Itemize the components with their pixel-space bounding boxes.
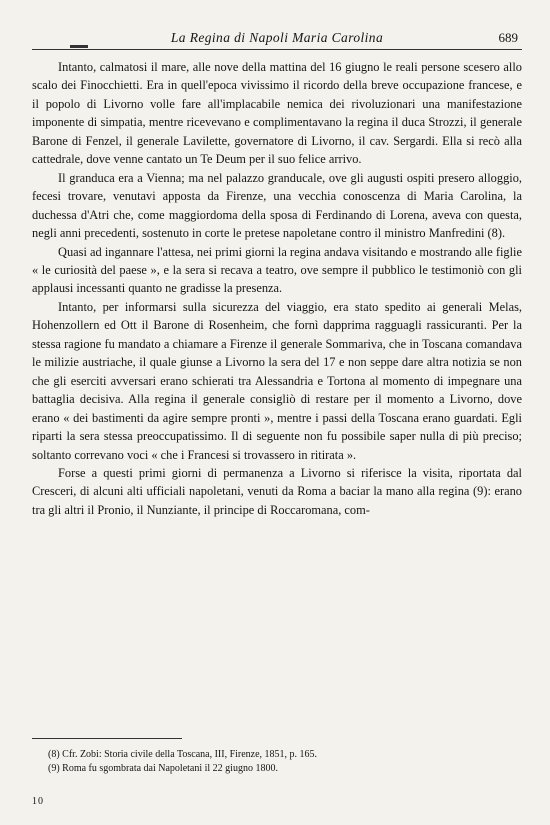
paragraph: Forse a questi primi giorni di permanenza a Livorno si riferisce la visita, riportata dal Cresceri, di alcuni alti ufficiali napoletani, venuti da Roma a baciar la mano alla regina (9): erano tra gli altri il Pronio, il Nunziante, il principe di Roccaromana, com-: [32, 465, 522, 517]
running-title: La Regina di Napoli Maria Carolina: [170, 30, 384, 45]
signature-mark: 10: [32, 796, 44, 807]
running-head: [32, 30, 522, 48]
footnote-rule: [32, 738, 182, 739]
paragraph: Intanto, per informarsi sulla sicurezza del viaggio, era stato spedito ai generali Melas, Hohenzollern ed Ott il Barone di Rosenheim, che fornì dapprima ragguagli rassicuranti. Per la stessa ragione fu mandato a chiamare a Firenze il generale Sommariva, che in Toscana comandava le milizie austriache, il quale giunse a Livorno la sera del 17 e non seppe dare altra notizia se non che gli eserciti avversari erano schierati tra Alessandria e Tortona al momento di impegnare una battaglia decisiva. Alla regina il generale consigliò di restare per il momento a Livorno, dove erano « dei bastimenti da agire sempre pronti », mentre i passi della Toscana erano guardati. Egli riparti la sera stessa preoccupatissimo. Il di seguente non fu possibile saper nulla di più preciso; soltanto correvano voci « che i Francesi si trovassero in ritirata ».: [32, 299, 522, 462]
body-text: [32, 58, 522, 519]
paragraph: Intanto, calmatosi il mare, alle nove della mattina del 16 giugno le reali persone scesero allo scalo dei Finocchietti. Era in quell'epoca vivissimo il ricordo della breve occupazione francese, e il popolo di Livorno volle fare all'implacabile nemica dei rivoluzionari una manifestazione imponente di simpatia, mentre ricevevano e complimentavano la regina il duca Strozzi, il generale Barone di Fenzel, il generale Lavilette, governatore di Livorno, il cav. Sergardi. Ella si recò alla cattedrale, dove venne cantato un Te Deum per il suo felice arrivo.: [32, 60, 522, 167]
footnote: (8) Cfr. Zobi: Storia civile della Toscana, III, Firenze, 1851, p. 165.: [48, 749, 318, 760]
page-number: 689: [498, 30, 518, 45]
footnotes: [32, 748, 522, 776]
paragraph: Il granduca era a Vienna; ma nel palazzo granducale, ove gli augusti ospiti presero alloggio, fecesi trovare, venutavi apposta da Firenze, una vecchia conoscenza di Maria Carolina, la duchessa d'Atri che, come maggiordoma della sposa di Ferdinando di Lorena, aveva con questa, negli anni precedenti, sostenuto in corte le pretese napoletane contro il ministro Manfredini (8).: [32, 170, 522, 241]
paragraph: Quasi ad ingannare l'attesa, nei primi giorni la regina andava visitando e mostrando alle figlie « le curiosità del paese », e la sera si recava a teatro, ove sempre il pubblico le testimoniò con gli applausi incessanti quanto ne gradisse la presenza.: [32, 244, 522, 296]
header-rule: [32, 49, 522, 50]
header-rule-mark: [70, 45, 88, 48]
footnote: (9) Roma fu sgombrata dai Napoletani il 22 giugno 1800.: [48, 763, 278, 774]
